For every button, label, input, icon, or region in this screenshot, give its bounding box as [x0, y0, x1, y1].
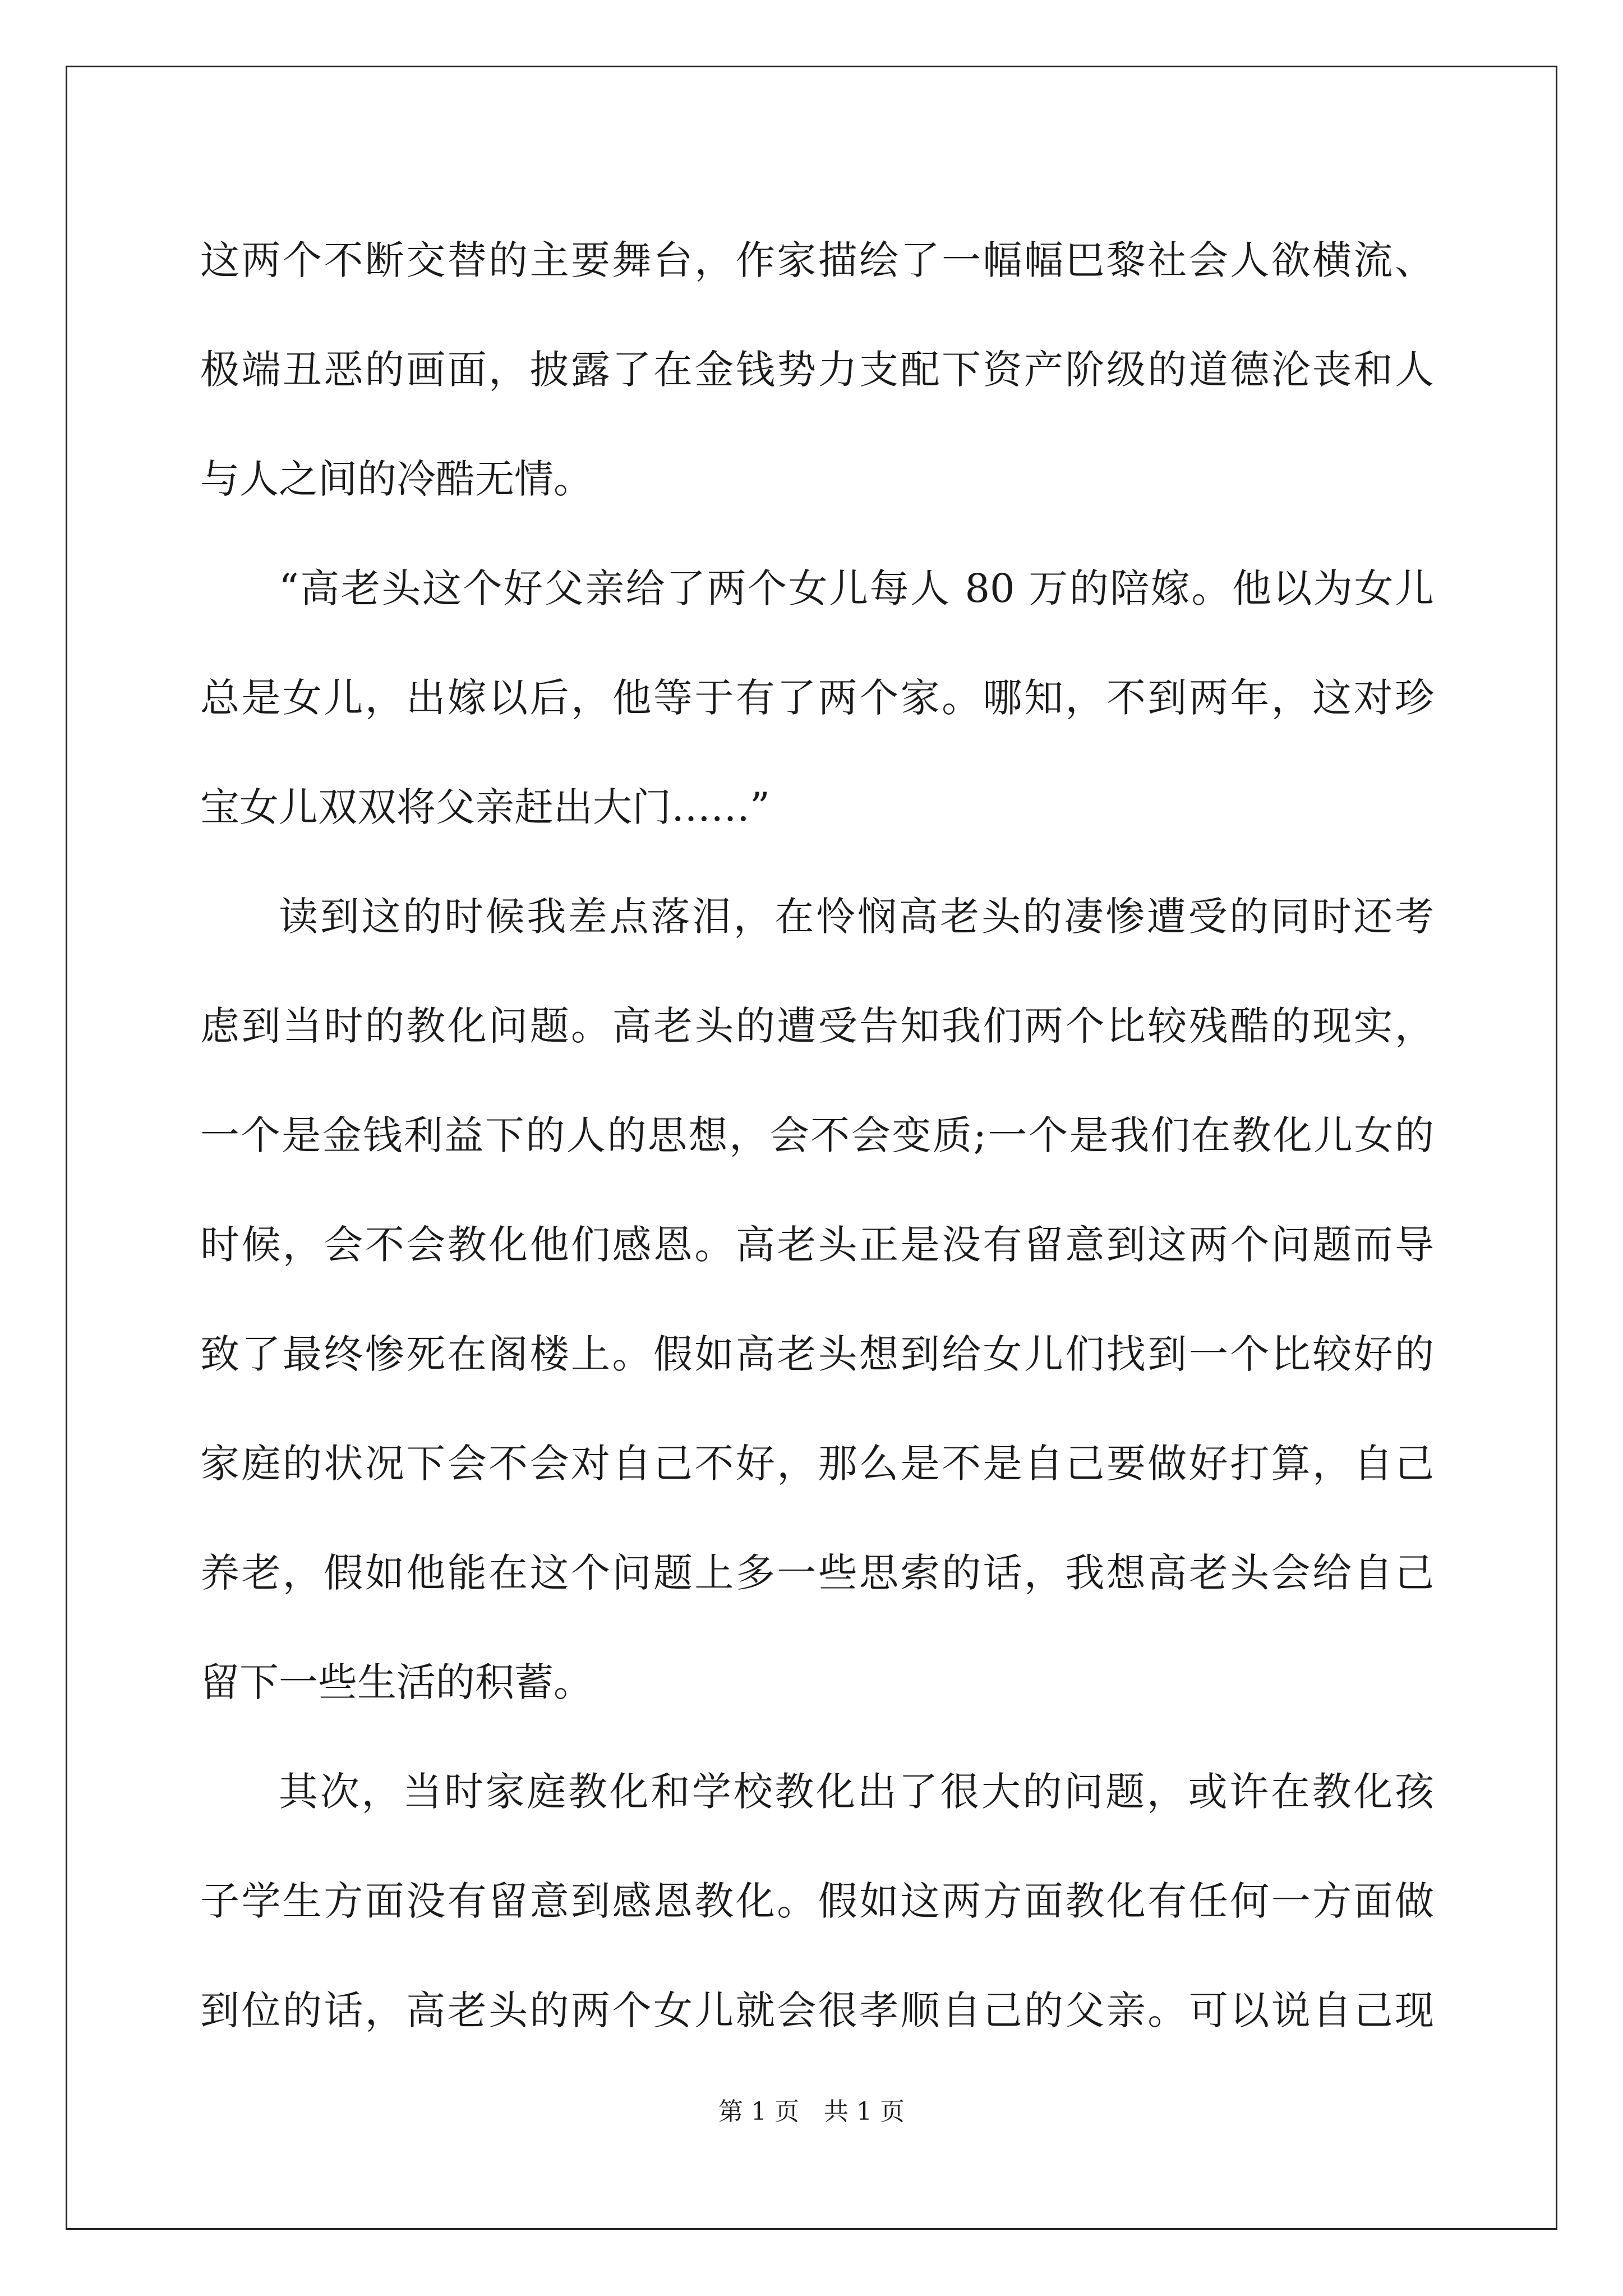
text-line: 宝女儿双双将父亲赶出大门……”	[200, 784, 770, 830]
text-line: 家庭的状况下会不会对自己不好，那么是不是自己要做好打算，自己	[200, 1441, 1434, 1487]
text-line: 养老，假如他能在这个问题上多一些思索的话，我想高老头会给自己	[200, 1550, 1434, 1596]
document-body	[200, 206, 1434, 2065]
text-line: 时候，会不会教化他们感恩。高老头正是没有留意到这两个问题而导	[200, 1222, 1434, 1268]
text-line: 一个是金钱利益下的人的思想，会不会变质;一个是我们在教化儿女的	[200, 1112, 1434, 1158]
text-line: 读到这的时候我差点落泪，在怜悯高老头的凄惨遭受的同时还考	[279, 894, 1434, 940]
text-line: 致了最终惨死在阁楼上。假如高老头想到给女儿们找到一个比较好的	[200, 1331, 1434, 1377]
text-line: 留下一些生活的积蓄。	[200, 1659, 593, 1705]
text-line: 到位的话，高老头的两个女儿就会很孝顺自己的父亲。可以说自己现	[200, 1987, 1434, 2033]
text-line: 极端丑恶的画面，披露了在金钱势力支配下资产阶级的道德沦丧和人	[200, 347, 1434, 393]
text-line: 子学生方面没有留意到感恩教化。假如这两方面教化有任何一方面做	[200, 1878, 1434, 1924]
text-line: 虑到当时的教化问题。高老头的遭受告知我们两个比较残酷的现实，	[200, 1003, 1434, 1049]
page-number-footer: 第 1 页 共 1 页	[718, 2097, 905, 2126]
text-line: 与人之间的冷酷无情。	[200, 456, 593, 502]
text-line: 这两个不断交替的主要舞台，作家描绘了一幅幅巴黎社会人欲横流、	[200, 237, 1434, 283]
text-line: “高老头这个好父亲给了两个女儿每人 80 万的陪嫁。他以为女儿	[279, 565, 1434, 611]
text-line: 总是女儿，出嫁以后，他等于有了两个家。哪知，不到两年，这对珍	[200, 675, 1434, 721]
text-line: 其次，当时家庭教化和学校教化出了很大的问题，或许在教化孩	[279, 1769, 1434, 1815]
